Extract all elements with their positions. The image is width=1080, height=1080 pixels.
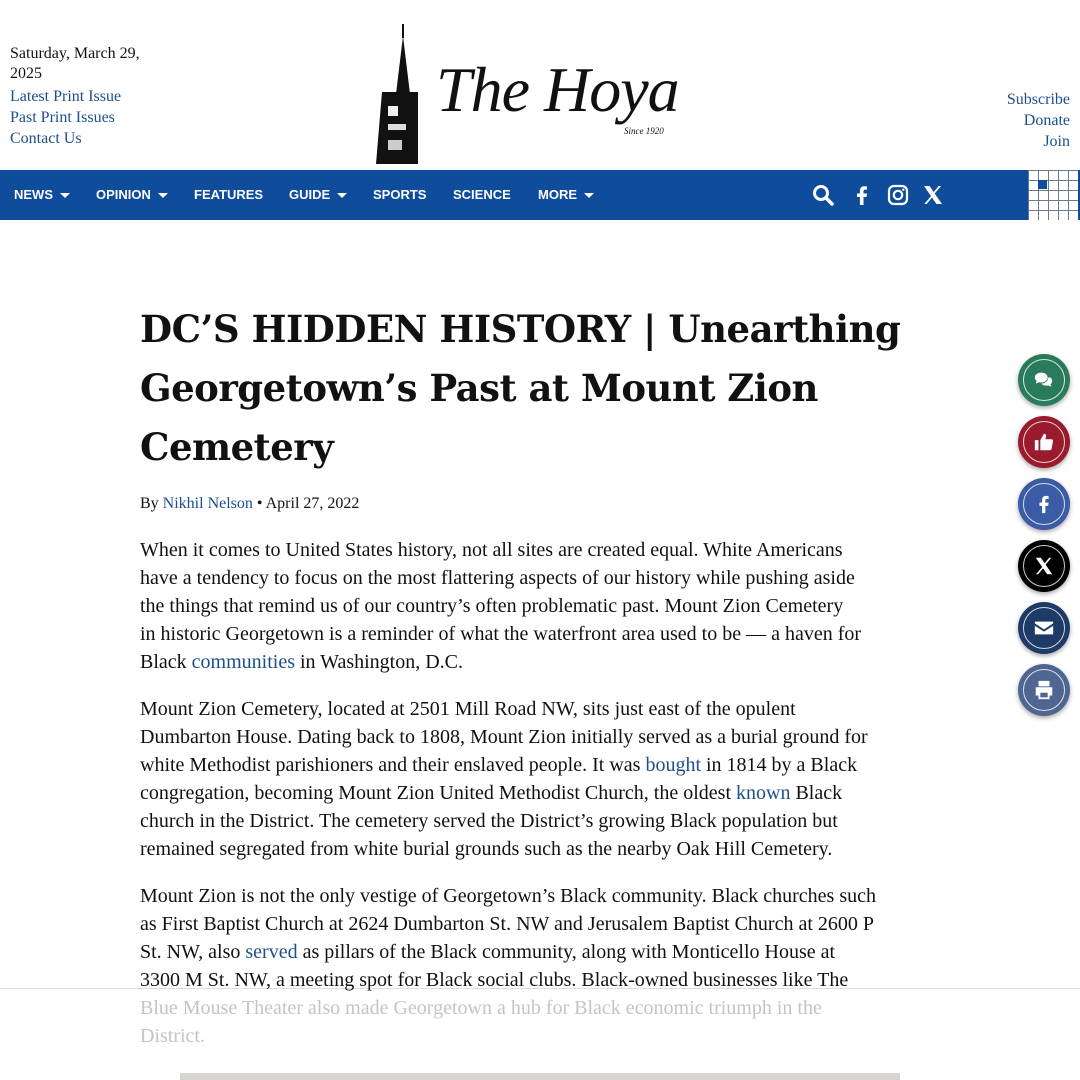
article-body [140, 536, 940, 1050]
caret-down-icon [60, 193, 70, 198]
article-paragraph [140, 882, 940, 1050]
paragraph-text: When it comes to United States history, not all sites are created equal. White Americans [140, 539, 843, 561]
paragraph-text: Mount Zion Cemetery, located at 2501 Mill Road NW, sits just east of the opulent [140, 698, 796, 720]
article-paragraph [140, 695, 940, 863]
crossword-grid-icon[interactable] [1028, 170, 1078, 220]
site-logo[interactable] [372, 24, 679, 164]
search-icon[interactable] [811, 183, 835, 207]
instagram-icon[interactable] [886, 183, 910, 207]
nav-science[interactable] [453, 170, 511, 220]
donate-link[interactable]: Donate [1023, 112, 1070, 129]
paragraph-text: the things that remind us of our country’s often problematic past. Mount Zion Cemetery [140, 595, 844, 617]
nav-label: OPINION [96, 187, 151, 202]
healy-tower-icon [372, 24, 428, 164]
article-date: April 27, 2022 [265, 495, 360, 512]
paragraph-text: District. [140, 1025, 205, 1047]
article-paragraph [140, 536, 940, 676]
main-nav [0, 170, 1080, 220]
share-x-button[interactable] [1018, 540, 1070, 592]
paragraph-text: as pillars of the Black community, along with Monticello House at [297, 941, 836, 963]
paragraph-text: Black [790, 782, 843, 804]
nav-features[interactable] [194, 170, 263, 220]
paragraph-text: St. NW, also [140, 941, 246, 963]
paragraph-text: Blue Mouse Theater also made Georgetown a hub for Black economic triumph in the [140, 997, 822, 1019]
latest-print-issue-link[interactable]: Latest Print Issue [10, 88, 122, 105]
paragraph-text: remained segregated from white burial grounds such as the nearby Oak Hill Cemetery. [140, 838, 833, 860]
logo-text: The Hoya [436, 54, 679, 125]
inline-link[interactable]: bought [645, 754, 701, 776]
byline-prefix: By [140, 495, 159, 512]
paragraph-text: church in the District. The cemetery served the District’s growing Black population but [140, 810, 838, 832]
article [140, 300, 940, 1050]
paragraph-text: white Methodist parishioners and their enslaved people. It was [140, 754, 646, 776]
article-image [180, 1073, 900, 1080]
paragraph-text: have a tendency to focus on the most flattering aspects of our history while pushing aside [140, 567, 855, 589]
author-link[interactable]: Nikhil Nelson [162, 495, 253, 512]
subscribe-link[interactable]: Subscribe [1006, 91, 1070, 108]
share-print-button[interactable] [1018, 664, 1070, 716]
nav-label: GUIDE [289, 187, 331, 202]
nav-news[interactable] [14, 170, 70, 220]
byline [140, 495, 940, 513]
header-right [1007, 89, 1070, 152]
print-icon [1033, 679, 1055, 701]
share-facebook-button[interactable] [1018, 478, 1070, 530]
facebook-icon[interactable] [850, 183, 874, 207]
logo-since: Since 1920 [624, 126, 664, 136]
caret-down-icon [337, 193, 347, 198]
paragraph-text: Black [140, 651, 192, 673]
like-icon [1033, 431, 1055, 453]
nav-sports[interactable] [373, 170, 426, 220]
comments-icon [1033, 369, 1055, 391]
inline-link[interactable]: known [736, 782, 791, 804]
current-date: Saturday, March 29, 2025 [10, 45, 140, 82]
article-title: DC’S HIDDEN HISTORY | Unearthing Georgetown’s Past at Mount Zion Cemetery [140, 307, 901, 469]
nav-more[interactable] [538, 170, 594, 220]
paragraph-text: as First Baptist Church at 2624 Dumbarton St. NW and Jerusalem Baptist Church at 2600 P [140, 913, 875, 935]
nav-label: SCIENCE [453, 187, 511, 202]
join-link[interactable]: Join [1043, 133, 1070, 150]
nav-label: MORE [538, 187, 577, 202]
inline-link[interactable]: served [245, 941, 298, 963]
grid-block [1038, 180, 1047, 189]
paragraph-text: in historic Georgetown is a reminder of what the waterfront area used to be — a haven for [140, 623, 862, 645]
paragraph-text: Dumbarton House. Dating back to 1808, Mount Zion initially served as a burial ground for [140, 726, 868, 748]
share-like-button[interactable] [1018, 416, 1070, 468]
caret-down-icon [158, 193, 168, 198]
share-comments-button[interactable] [1018, 354, 1070, 406]
paragraph-text: Mount Zion is not the only vestige of Georgetown’s Black community. Black churches such [140, 885, 876, 907]
x-icon [1033, 555, 1055, 577]
caret-down-icon [584, 193, 594, 198]
nav-label: FEATURES [194, 187, 264, 202]
past-print-issues-link[interactable]: Past Print Issues [10, 109, 115, 126]
facebook-icon [1033, 493, 1055, 515]
nav-opinion[interactable] [96, 170, 168, 220]
nav-label: SPORTS [373, 187, 427, 202]
header-left [10, 44, 160, 149]
byline-separator: • [256, 495, 263, 512]
share-email-button[interactable] [1018, 602, 1070, 654]
inline-link[interactable]: communities [191, 651, 295, 673]
contact-us-link[interactable]: Contact Us [10, 130, 82, 147]
paragraph-text: 3300 M St. NW, a meeting spot for Black social clubs. Black-owned businesses like The [140, 969, 849, 991]
nav-label: NEWS [14, 187, 53, 202]
nav-guide[interactable] [289, 170, 347, 220]
paragraph-text: in Washington, D.C. [294, 651, 464, 673]
email-icon [1033, 617, 1055, 639]
paragraph-text: congregation, becoming Mount Zion United Methodist Church, the oldest [140, 782, 737, 804]
x-icon[interactable] [921, 183, 945, 207]
paragraph-text: in 1814 by a Black [701, 754, 858, 776]
